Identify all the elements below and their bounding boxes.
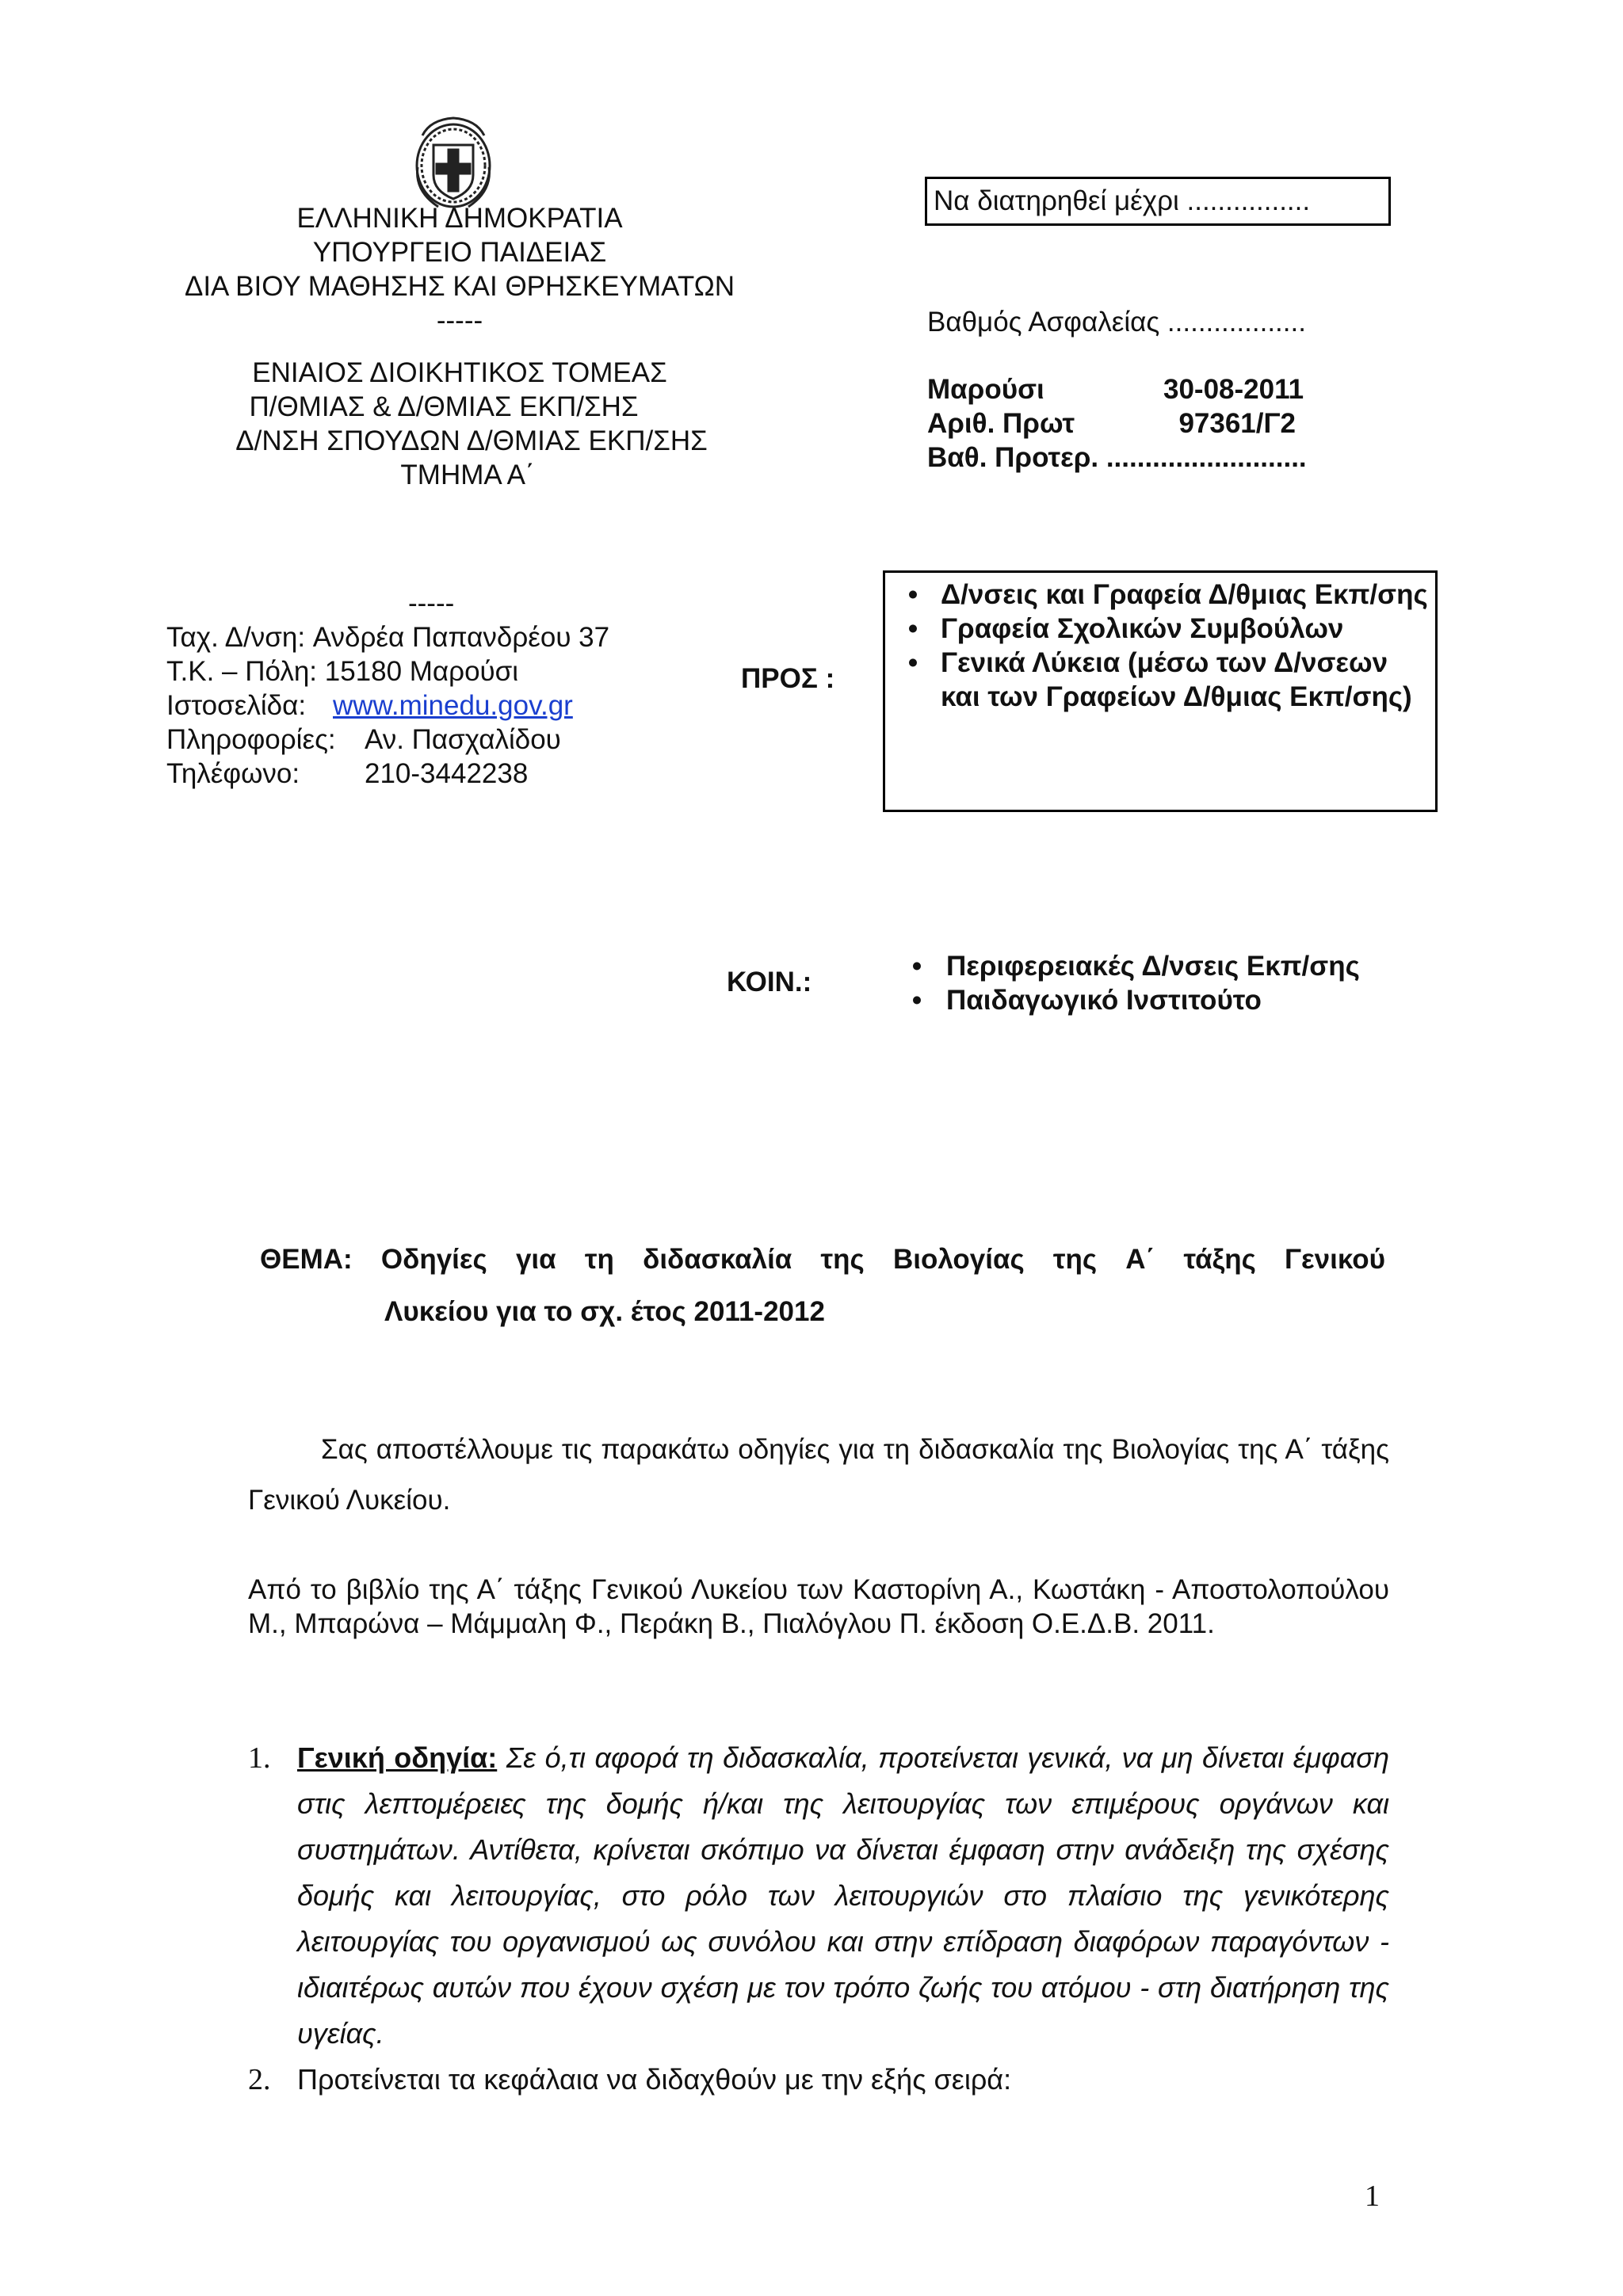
header-line: ΔΙΑ ΒΙΟΥ ΜΑΘΗΣΗΣ ΚΑΙ ΘΡΗΣΚΕΥΜΑΤΩΝ bbox=[184, 271, 735, 302]
list-item bbox=[248, 1735, 1389, 2057]
cc-text: Περιφερειακές Δ/νσεις Εκπ/σης bbox=[946, 951, 1360, 982]
subject-word: Οδηγίες bbox=[380, 1244, 487, 1275]
recipient-text: Δ/νσεις και Γραφεία Δ/θμιας Εκπ/σης bbox=[941, 579, 1428, 610]
info-contact: Αν. Πασχαλίδου bbox=[365, 724, 561, 755]
subject-word: διδασκαλία bbox=[643, 1244, 792, 1275]
book-text: Από το βιβλίο της Α΄ τάξης Γενικού Λυκείου των Καστορίνη Α., Κωστάκη - Αποστολοπούλου Μ., Μπαρώνα – Μάμμαλη Φ., Περάκη Β., Πιαλόγλου Π. έκδοση Ο.Ε.Δ.Β. 2011. bbox=[248, 1574, 1389, 1639]
intro-text: Σας αποστέλλουμε τις παρακάτω οδηγίες για τη διδασκαλία της Βιολογίας της Α΄ τάξης Γενικού Λυκείου. bbox=[248, 1434, 1389, 1516]
book-paragraph bbox=[248, 1573, 1389, 1641]
street-label: Ταχ. Δ/νση: bbox=[166, 622, 306, 653]
bullet-icon: • bbox=[907, 613, 918, 644]
recipient-item bbox=[885, 612, 1430, 646]
website-link[interactable]: www.minedu.gov.gr bbox=[333, 690, 573, 721]
department-line: ΤΜΗΜΑ Α΄ bbox=[400, 460, 535, 490]
cc-list bbox=[888, 949, 1426, 1017]
cc-item bbox=[888, 983, 1426, 1017]
subject-block bbox=[260, 1242, 1393, 1329]
subject-label: ΘΕΜΑ: bbox=[260, 1244, 353, 1275]
meta-label: Μαρούσι bbox=[927, 374, 1044, 405]
intro-paragraph bbox=[248, 1425, 1389, 1526]
meta-value: 30-08-2011 bbox=[1163, 374, 1304, 405]
item-text: Σε ό,τι αφορά τη διδασκαλία, προτείνεται γενικά, να μη δίνεται έμφαση στις λεπτομέρειες της δομής ή/και της λειτουργίας των επιμέρους οργάνων και συστημάτων. Αντίθετα, κρίνεται σκόπιμο να δίνεται έμφαση στην ανάδειξη της σχέσης δομής και λειτουργίας, στο ρόλο των λειτουργιών στο πλαίσιο της γενικότερης λειτουργίας του οργανισμού ως συνόλου και στην επίδραση διαφόρων παραγόντων - ιδιαιτέρως αυτών που έχουν σχέση με τον τρόπο ζωής του ατόμου - στη διατήρηση της υγείας. bbox=[297, 1741, 1389, 2050]
cc-label: ΚΟΙΝ.: bbox=[727, 967, 812, 997]
meta-label: Βαθ. Προτερ. .......................... bbox=[927, 442, 1307, 473]
address-row bbox=[166, 723, 609, 757]
recipient-text: Γενικά Λύκεια (μέσω των Δ/νσεων και των Γραφείων Δ/θμιας Εκπ/σης) bbox=[941, 647, 1412, 712]
item-body bbox=[297, 1735, 1389, 2057]
protocol-meta bbox=[927, 372, 1307, 475]
subject-word: Γενικού bbox=[1285, 1244, 1385, 1275]
address-separator: ----- bbox=[408, 588, 455, 619]
recipient-item bbox=[885, 646, 1430, 714]
header-line: ----- bbox=[436, 305, 483, 336]
department-line: Π/ΘΜΙΑΣ & Δ/ΘΜΙΑΣ ΕΚΠ/ΣΗΣ bbox=[249, 391, 639, 422]
header-line: ΕΛΛΗΝΙΚΗ ΔΗΜΟΚΡΑΤΙΑ bbox=[296, 203, 623, 234]
city: Τ.Κ. – Πόλη: 15180 Μαρούσι bbox=[166, 656, 519, 687]
meta-row bbox=[927, 372, 1307, 406]
subject-line bbox=[260, 1242, 1385, 1276]
phone: 210-3442238 bbox=[365, 758, 529, 789]
department-line: ΕΝΙΑΙΟΣ ΔΙΟΙΚΗΤΙΚΟΣ ΤΟΜΕΑΣ bbox=[252, 357, 667, 388]
subject-word: τάξης bbox=[1183, 1244, 1256, 1275]
subject-line-2: Λυκείου για το σχ. έτος 2011-2012 bbox=[384, 1296, 825, 1327]
street: Ανδρέα Παπανδρέου 37 bbox=[312, 622, 610, 653]
item-body bbox=[297, 2057, 1389, 2103]
greek-coat-of-arms-icon bbox=[407, 112, 500, 213]
department-line: Δ/ΝΣΗ ΣΠΟΥΔΩΝ Δ/ΘΜΙΑΣ ΕΚΠ/ΣΗΣ bbox=[235, 425, 708, 456]
header-line: ΥΠΟΥΡΓΕΙΟ ΠΑΙΔΕΙΑΣ bbox=[312, 237, 607, 268]
cc-item bbox=[888, 949, 1426, 983]
address-block bbox=[166, 586, 609, 791]
subject-word: Βιολογίας bbox=[892, 1244, 1025, 1275]
to-label: ΠΡΟΣ : bbox=[741, 663, 835, 694]
address-row bbox=[166, 620, 609, 654]
address-row bbox=[166, 654, 609, 688]
cc-text: Παιδαγωγικό Ινστιτούτο bbox=[946, 985, 1262, 1016]
retention-box: Να διατηρηθεί μέχρι ................ bbox=[925, 177, 1391, 226]
subject-word: για bbox=[515, 1244, 556, 1275]
bullet-icon: • bbox=[907, 579, 918, 610]
subject-word: της bbox=[1052, 1244, 1098, 1275]
item-text: Προτείνεται τα κεφάλαια να διδαχθούν με την εξής σειρά: bbox=[297, 2063, 1012, 2096]
subject-word: τη bbox=[584, 1244, 614, 1275]
web-label: Ιστοσελίδα: bbox=[166, 690, 307, 721]
phone-label: Τηλέφωνο: bbox=[166, 758, 300, 789]
address-row bbox=[166, 757, 609, 791]
address-row bbox=[166, 688, 609, 723]
subject-word: Α΄ bbox=[1125, 1244, 1155, 1275]
recipient-item bbox=[885, 578, 1430, 612]
meta-value: 97361/Γ2 bbox=[1163, 408, 1296, 439]
item-number: 1. bbox=[248, 1741, 271, 1775]
subject-word: της bbox=[820, 1244, 865, 1275]
list-item bbox=[248, 2057, 1389, 2103]
security-level: Βαθμός Ασφαλείας .................. bbox=[927, 307, 1306, 338]
bullet-icon: • bbox=[907, 647, 918, 678]
page-number: 1 bbox=[1365, 2180, 1380, 2213]
recipients-box bbox=[883, 570, 1438, 812]
bullet-icon: • bbox=[911, 985, 922, 1016]
meta-label: Αριθ. Πρωτ bbox=[927, 408, 1075, 439]
bullet-icon: • bbox=[911, 951, 922, 982]
issuer-header bbox=[143, 201, 777, 492]
recipient-text: Γραφεία Σχολικών Συμβούλων bbox=[941, 613, 1344, 644]
meta-row bbox=[927, 406, 1307, 441]
item-lead: Γενική οδηγία: bbox=[297, 1741, 498, 1774]
item-number: 2. bbox=[248, 2063, 271, 2096]
meta-row bbox=[927, 441, 1307, 475]
instructions-list bbox=[248, 1735, 1389, 2103]
info-label: Πληροφορίες: bbox=[166, 724, 336, 755]
